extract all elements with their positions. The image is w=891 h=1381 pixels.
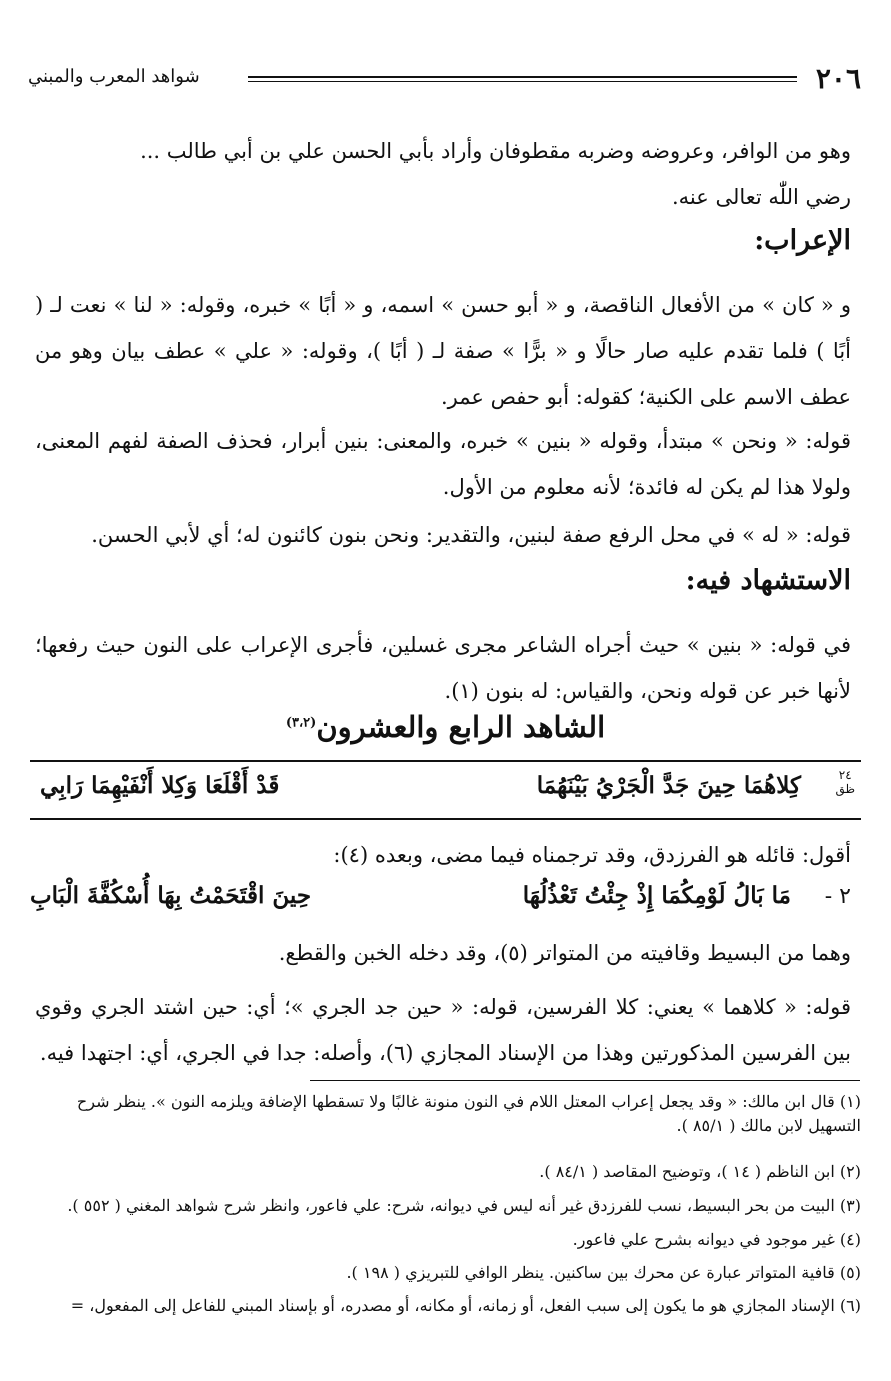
irab-heading: الإعراب: xyxy=(754,225,851,256)
footnote-3: (٣) البيت من بحر البسيط، نسب للفرزدق غير أنه ليس في ديوانه، شرح: علي فاعور، وانظر شرح شواهد المغني ( ٥٥٢ ). xyxy=(67,1196,861,1215)
footnote-4: (٤) غير موجود في ديوانه بشرح علي فاعور. xyxy=(572,1230,861,1249)
verse-number xyxy=(835,768,855,796)
istishhad-paragraph: في قوله: « بنين » حيث أجراه الشاعر مجرى غسلين، فأجرى الإعراب على النون حيث رفعها؛ لأنها خبر عن قوله ونحن، والقياس: له بنون (١). xyxy=(35,633,851,703)
footnote-1: (١) قال ابن مالك: « وقد يجعل إعراب المعتل اللام في النون منونة غالبًا ولا تسقطها الإضافة ويلزمه النون ». ينظر شرح التسهيل لابن مالك ( ٨٥/١ ). xyxy=(76,1092,861,1135)
body-paragraph-aqul: أقول: قائله هو الفرزدق، وقد ترجمناه فيما مضى، وبعده (٤): xyxy=(333,843,851,867)
verse-number-tag: ظق xyxy=(835,782,855,796)
body-paragraph-commentary: قوله: « كلاهما » يعني: كلا الفرسين، قوله: « حين جد الجري »؛ أي: حين اشتد الجري وقوي بين الفرسين المذكورتين وهذا من الإسناد المجازي (٦)، وأصله: جدا في الجري، أي: اجتهدا فيه. xyxy=(35,995,851,1065)
section-title xyxy=(0,710,891,744)
section-title-note: (٣،٢) xyxy=(285,715,317,731)
irab-paragraph-1: و « كان » من الأفعال الناقصة، و « أبو حسن » اسمه، و « أبًا » خبره، وقوله: « لنا » نعت لـ ( أبًا ) فلما تقدم عليه صار حالًا و « برًّا » صفة لـ ( أبًا )، وقوله: « علي » عطف بيان وهو من عطف الاسم على الكنية؛ كقوله: أبو حفص عمر. xyxy=(35,293,851,409)
verse-2-number: ٢ - xyxy=(824,884,851,909)
verse-2 xyxy=(30,878,851,924)
footnote-6: (٦) الإسناد المجازي هو ما يكون إلى سبب الفعل، أو زمانه، أو مكانه، أو مصدره، أو بإسناد المبني للفاعل إلى المفعول، = xyxy=(70,1296,861,1315)
footnote-rule xyxy=(310,1080,860,1081)
header-rule xyxy=(248,76,797,82)
running-title: شواهد المعرب والمبني xyxy=(28,66,200,87)
verse-24-hemistich-left: قَدْ أَقْلَعَا وَكِلا أَنْفَيْهِمَا رَابِي xyxy=(40,772,280,799)
footnote-2: (٢) ابن الناظم ( ١٤ )، وتوضيح المقاصد ( ٨٤/١ ). xyxy=(539,1162,861,1181)
verse-24-hemistich-right: كِلاهُمَا حِينَ جَدَّ الْجَرْيُ بَيْنَهُمَا xyxy=(536,772,801,799)
irab-paragraph-3: قوله: « له » في محل الرفع صفة لبنين، والتقدير: ونحن بنون كائنون له؛ أي لأبي الحسن. xyxy=(91,523,851,547)
intro-line-2: رضي اللّٰه تعالى عنه. xyxy=(671,185,851,209)
irab-paragraph-2: قوله: « ونحن » مبتدأ، وقوله « بنين » خبره، والمعنى: بنين أبرار، فحذف الصفة لفهم المعنى، ولولا هذا لم يكن له فائدة؛ لأنه معلوم من الأول. xyxy=(35,429,851,499)
body-paragraph-meter: وهما من البسيط وقافيته من المتواتر (٥)، وقد دخله الخبن والقطع. xyxy=(278,941,851,965)
page-number: ٢٠٦ xyxy=(815,62,861,95)
footnote-5: (٥) قافية المتواتر عبارة عن محرك بين ساكنين. ينظر الوافي للتبريزي ( ١٩٨ ). xyxy=(346,1263,861,1282)
verse-2-hemistich-right: مَا بَالُ لَوْمِكُمَا إِذْ جِئْتُ تَعْذُلُهَا xyxy=(522,882,791,909)
verse-2-hemistich-left: حِينَ اقْتَحَمْتُ بِهَا أُسْكُفَّةَ الْبَابِ xyxy=(30,882,312,909)
intro-line-1: وهو من الوافر، وعروضه وضربه مقطوفان وأراد بأبي الحسن علي بن أبي طالب ... xyxy=(140,139,851,163)
section-title-text: الشاهد الرابع والعشرون xyxy=(316,710,606,744)
verse-number-value: ٢٤ xyxy=(838,768,852,782)
page-header xyxy=(28,62,861,96)
istishhad-heading: الاستشهاد فيه: xyxy=(685,565,851,596)
verse-24 xyxy=(30,760,861,820)
